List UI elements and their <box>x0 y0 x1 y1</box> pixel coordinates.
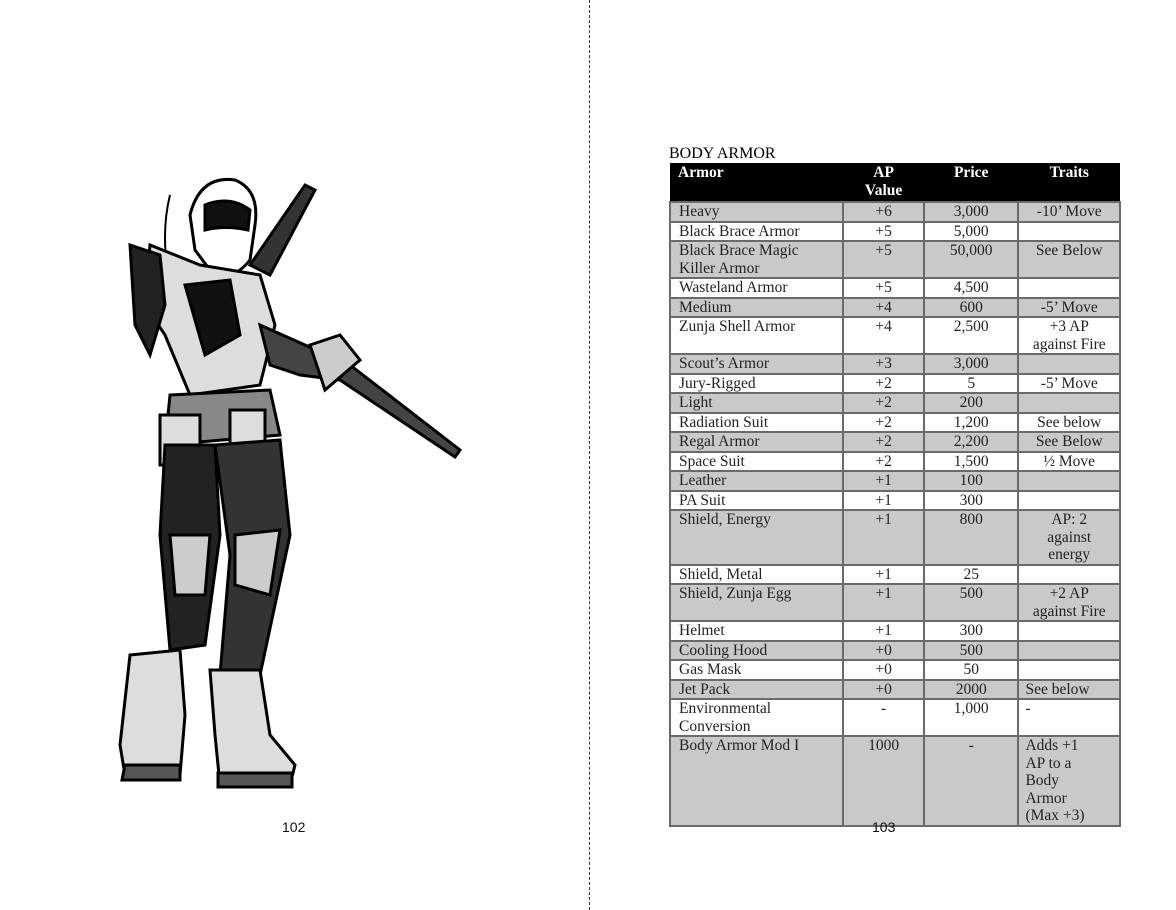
cell-price: 500 <box>924 641 1019 661</box>
cell-ap-value: 1000 <box>843 736 924 826</box>
table-row <box>670 621 1120 641</box>
cell-armor: Zunja Shell Armor <box>670 317 843 354</box>
cell-traits <box>1018 393 1120 413</box>
cell-armor: Scout’s Armor <box>670 354 843 374</box>
cell-price: 1,500 <box>924 452 1019 472</box>
page-number-right: 103 <box>872 819 896 835</box>
table-row <box>670 491 1120 511</box>
cell-price: 2,500 <box>924 317 1019 354</box>
table-row <box>670 565 1120 585</box>
cell-traits: -10’ Move <box>1018 202 1120 222</box>
table-row <box>670 393 1120 413</box>
cell-armor: Black Brace Magic Killer Armor <box>670 241 843 278</box>
table-row <box>670 641 1120 661</box>
cell-price: 100 <box>924 471 1019 491</box>
table-row <box>670 354 1120 374</box>
cell-price: 2000 <box>924 680 1019 700</box>
cell-ap-value: +0 <box>843 641 924 661</box>
cell-traits: +3 AP against Fire <box>1018 317 1120 354</box>
cell-traits: -5’ Move <box>1018 298 1120 318</box>
cell-price: 300 <box>924 621 1019 641</box>
cell-ap-value: +5 <box>843 241 924 278</box>
section-title: BODY ARMOR <box>669 145 776 162</box>
cell-price: 200 <box>924 393 1019 413</box>
cell-traits <box>1018 565 1120 585</box>
table-row <box>670 736 1120 826</box>
cell-armor: Leather <box>670 471 843 491</box>
cell-traits <box>1018 491 1120 511</box>
table-row <box>670 471 1120 491</box>
cell-ap-value: +5 <box>843 278 924 298</box>
cell-ap-value: +2 <box>843 413 924 433</box>
cell-armor: Jury-Rigged <box>670 374 843 394</box>
table-row <box>670 298 1120 318</box>
table-row <box>670 584 1120 621</box>
cell-traits: - <box>1018 699 1120 736</box>
cell-traits <box>1018 641 1120 661</box>
cell-ap-value: +4 <box>843 317 924 354</box>
cell-armor: PA Suit <box>670 491 843 511</box>
cell-armor: Regal Armor <box>670 432 843 452</box>
cell-price: 300 <box>924 491 1019 511</box>
cell-ap-value: - <box>843 699 924 736</box>
cell-price: 5 <box>924 374 1019 394</box>
table-row <box>670 317 1120 354</box>
soldier-illustration <box>110 175 470 795</box>
page-number-left: 102 <box>282 819 306 835</box>
cell-armor: Jet Pack <box>670 680 843 700</box>
cell-price: 600 <box>924 298 1019 318</box>
cell-price: 50,000 <box>924 241 1019 278</box>
cell-traits <box>1018 471 1120 491</box>
cell-traits: See Below <box>1018 432 1120 452</box>
cell-traits: AP: 2 against energy <box>1018 510 1120 565</box>
cell-price: 50 <box>924 660 1019 680</box>
cell-armor: Helmet <box>670 621 843 641</box>
table-row <box>670 202 1120 222</box>
cell-ap-value: +1 <box>843 621 924 641</box>
cell-ap-value: +1 <box>843 471 924 491</box>
table-row <box>670 660 1120 680</box>
cell-traits: -5’ Move <box>1018 374 1120 394</box>
cell-ap-value: +2 <box>843 452 924 472</box>
header-armor: Armor <box>670 163 843 202</box>
header-price: Price <box>924 163 1019 202</box>
cell-armor: Shield, Metal <box>670 565 843 585</box>
cell-price: 5,000 <box>924 222 1019 242</box>
table-row <box>670 241 1120 278</box>
table-row <box>670 222 1120 242</box>
table-header-row <box>670 163 1120 202</box>
cell-ap-value: +3 <box>843 354 924 374</box>
cell-armor: Cooling Hood <box>670 641 843 661</box>
cell-traits: Adds +1 AP to a Body Armor (Max +3) <box>1018 736 1120 826</box>
table-row <box>670 374 1120 394</box>
cell-price: 3,000 <box>924 202 1019 222</box>
cell-armor: Heavy <box>670 202 843 222</box>
table-row <box>670 452 1120 472</box>
cell-traits <box>1018 354 1120 374</box>
cell-armor: Space Suit <box>670 452 843 472</box>
page-divider <box>589 0 590 910</box>
table-row <box>670 510 1120 565</box>
cell-ap-value: +2 <box>843 374 924 394</box>
cell-traits: +2 AP against Fire <box>1018 584 1120 621</box>
table-row <box>670 680 1120 700</box>
cell-armor: Body Armor Mod I <box>670 736 843 826</box>
cell-traits: See Below <box>1018 241 1120 278</box>
cell-price: 4,500 <box>924 278 1019 298</box>
cell-price: 1,000 <box>924 699 1019 736</box>
cell-armor: Radiation Suit <box>670 413 843 433</box>
cell-price: 2,200 <box>924 432 1019 452</box>
cell-price: 1,200 <box>924 413 1019 433</box>
cell-ap-value: +4 <box>843 298 924 318</box>
cell-traits <box>1018 278 1120 298</box>
header-ap-value: AP Value <box>843 163 924 202</box>
cell-armor: Shield, Zunja Egg <box>670 584 843 621</box>
cell-ap-value: +1 <box>843 565 924 585</box>
cell-armor: Black Brace Armor <box>670 222 843 242</box>
cell-armor: Medium <box>670 298 843 318</box>
body-armor-table <box>669 163 1121 827</box>
cell-ap-value: +1 <box>843 584 924 621</box>
cell-armor: Shield, Energy <box>670 510 843 565</box>
cell-traits: See below <box>1018 413 1120 433</box>
cell-armor: Light <box>670 393 843 413</box>
cell-ap-value: +0 <box>843 680 924 700</box>
table-row <box>670 699 1120 736</box>
cell-price: 25 <box>924 565 1019 585</box>
cell-armor: Wasteland Armor <box>670 278 843 298</box>
cell-ap-value: +5 <box>843 222 924 242</box>
cell-traits: See below <box>1018 680 1120 700</box>
cell-traits <box>1018 222 1120 242</box>
cell-armor: Environmental Conversion <box>670 699 843 736</box>
table-row <box>670 278 1120 298</box>
cell-ap-value: +0 <box>843 660 924 680</box>
cell-ap-value: +1 <box>843 491 924 511</box>
cell-price: 500 <box>924 584 1019 621</box>
cell-ap-value: +1 <box>843 510 924 565</box>
cell-ap-value: +2 <box>843 393 924 413</box>
table-row <box>670 432 1120 452</box>
cell-price: - <box>924 736 1019 826</box>
cell-ap-value: +6 <box>843 202 924 222</box>
table-row <box>670 413 1120 433</box>
cell-price: 3,000 <box>924 354 1019 374</box>
cell-traits <box>1018 660 1120 680</box>
cell-price: 800 <box>924 510 1019 565</box>
cell-ap-value: +2 <box>843 432 924 452</box>
header-traits: Traits <box>1018 163 1120 202</box>
cell-traits <box>1018 621 1120 641</box>
cell-armor: Gas Mask <box>670 660 843 680</box>
cell-traits: ½ Move <box>1018 452 1120 472</box>
